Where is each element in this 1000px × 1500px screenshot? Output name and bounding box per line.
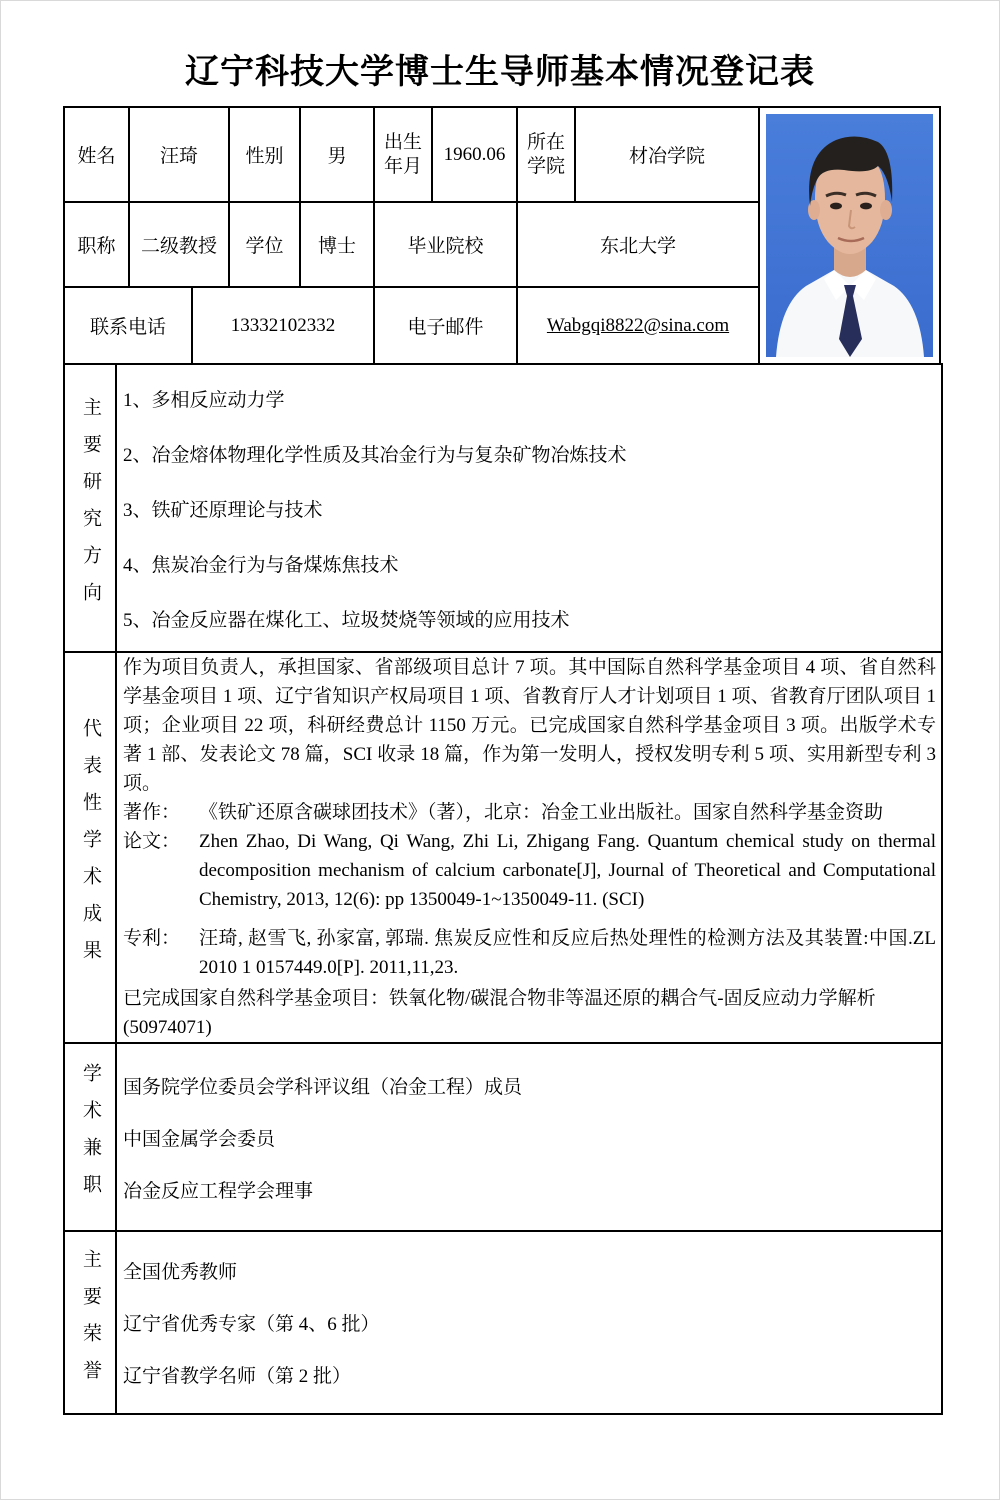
research-label-cell: [64, 364, 116, 652]
honor-item: 辽宁省教学名师（第 2 批）: [123, 1366, 352, 1387]
gender-label: 性别: [229, 107, 300, 202]
honor-item: 辽宁省优秀专家（第 4、6 批）: [123, 1314, 380, 1335]
row-research: [64, 364, 942, 652]
book-entry: [123, 798, 936, 827]
paper-text: Zhen Zhao, Di Wang, Qi Wang, Zhi Li, Zhigang Fang. Quantum chemical study on thermal decomposition mechanism of calcium carbonate[J], Journal of Theoretical and Computational Chemistry, 2013, 12(6): pp 1350049-1~1350049-11. (SCI): [199, 831, 936, 910]
page-title: 辽宁科技大学博士生导师基本情况登记表: [185, 54, 815, 91]
research-item: 4、焦炭冶金行为与备煤炼焦技术: [123, 554, 399, 576]
honor-item: 全国优秀教师: [123, 1262, 238, 1283]
row-name: [64, 107, 940, 202]
positions-label: 学术兼职: [80, 1063, 101, 1211]
prof-title-label: 职称: [64, 202, 129, 287]
research-item: 1、多相反应动力学: [123, 389, 285, 411]
college-value: 材冶学院: [575, 107, 759, 202]
detail-sections-table: [63, 363, 943, 1415]
book-text: 《铁矿还原含碳球团技术》（著），北京：冶金工业出版社。国家自然科学基金资助: [199, 802, 884, 823]
position-item: 中国金属学会委员: [123, 1128, 276, 1150]
research-item: 2、冶金熔体物理化学性质及其冶金行为与复杂矿物冶炼技术: [123, 444, 627, 466]
patent-text: 汪琦, 赵雪飞, 孙家富, 郭瑞. 焦炭反应性和反应后热处理性的检测方法及其装置:中国.ZL 2010 1 0157449.0[P]. 2011,11,23.: [199, 928, 936, 978]
basic-info-table: [63, 106, 941, 365]
position-item: 冶金反应工程学会理事: [123, 1180, 314, 1202]
degree-label: 学位: [229, 202, 300, 287]
portrait-photo: [766, 114, 933, 357]
birth-value: 1960.06: [432, 107, 517, 202]
honors-content-cell: [116, 1231, 942, 1414]
honors-label-cell: [64, 1231, 116, 1414]
birth-label: 出生年月: [374, 107, 432, 202]
name-label: 姓名: [64, 107, 129, 202]
research-item: 3、铁矿还原理论与技术: [123, 499, 323, 521]
paper-entry: [123, 827, 936, 914]
email-link[interactable]: Wabgqi8822@sina.com: [546, 314, 730, 336]
photo-cell: [759, 107, 940, 364]
achievements-label: 代表性学术成果: [80, 718, 101, 977]
achievements-summary: 作为项目负责人，承担国家、省部级项目总计 7 项。其中国际自然科学基金项目 4 项、省自然科学基金项目 1 项、辽宁省知识产权局项目 1 项、省教育厅人才计划项目 1 项、省教育厅团队项目 1 项；企业项目 22 项，科研经费总计 1150 万元。已完成国家自然科学基金项目 3 项。出版学术专著 1 部、发表论文 78 篇，SCI 收录 18 篇，作为第一发明人，授权发明专利 5 项、实用新型专利 3 项。: [123, 657, 936, 794]
patent-label: 专利：: [123, 928, 181, 949]
prof-title-value: 二级教授: [129, 202, 229, 287]
row-achievements: [64, 652, 942, 1043]
row-honors: [64, 1231, 942, 1414]
phone-label: 联系电话: [64, 287, 192, 364]
school-label: 毕业院校: [374, 202, 517, 287]
achievements-label-cell: [64, 652, 116, 1043]
phone-value: 13332102332: [192, 287, 374, 364]
email-label: 电子邮件: [374, 287, 517, 364]
paper-label: 论文：: [123, 831, 181, 852]
research-label: 主要研究方向: [80, 397, 101, 619]
book-label: 著作：: [123, 802, 181, 823]
research-item: 5、冶金反应器在煤化工、垃圾焚烧等领域的应用技术: [123, 609, 570, 631]
positions-label-cell: [64, 1043, 116, 1231]
positions-content-cell: [116, 1043, 942, 1231]
college-label: 所在学院: [517, 107, 575, 202]
row-positions: [64, 1043, 942, 1231]
patent-entry: [123, 924, 936, 982]
position-item: 国务院学位委员会学科评议组（冶金工程）成员: [123, 1076, 523, 1098]
degree-value: 博士: [300, 202, 374, 287]
email-value[interactable]: [517, 287, 759, 364]
gender-value: 男: [300, 107, 374, 202]
research-content-cell: [116, 364, 942, 652]
achievements-content-cell: [116, 652, 942, 1043]
school-value: 东北大学: [517, 202, 759, 287]
honors-label: 主要荣誉: [80, 1248, 101, 1397]
name-value: 汪琦: [129, 107, 229, 202]
completed-project-line: 已完成国家自然科学基金项目：铁氧化物/碳混合物非等温还原的耦合气-固反应动力学解析(50974071): [123, 988, 876, 1038]
